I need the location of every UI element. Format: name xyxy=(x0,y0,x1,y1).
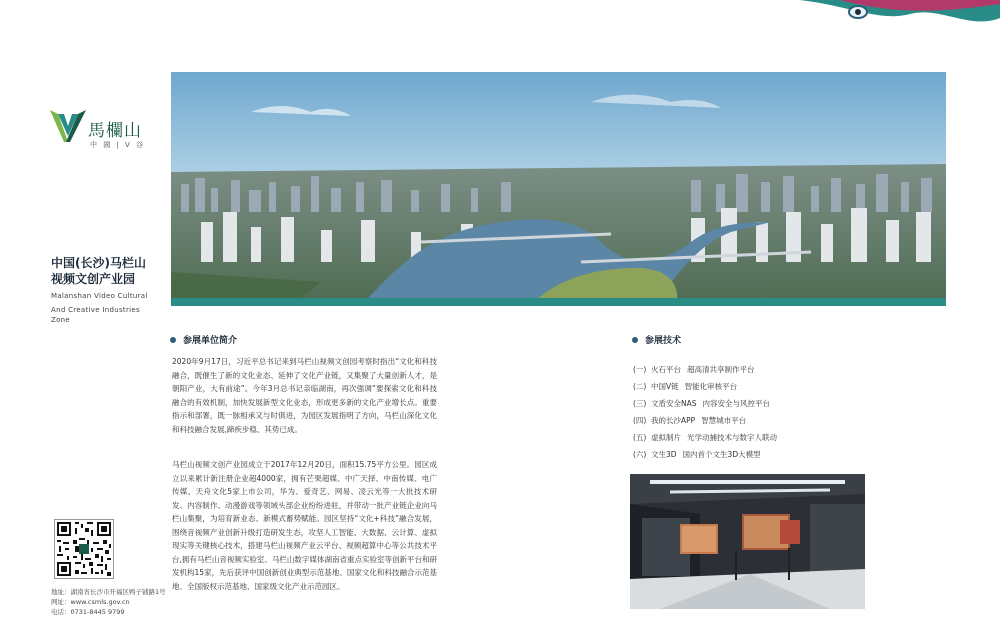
tech-list xyxy=(633,361,777,463)
list-item: (一) 火石平台 超高清共享制作平台 xyxy=(633,365,755,374)
brand-logo xyxy=(48,106,158,154)
brand-subtitle: 中 國 | V 谷 xyxy=(90,141,146,149)
list-item: (六) 文生3D 国内首个文生3D大模型 xyxy=(633,450,761,459)
corner-decoration xyxy=(800,0,1000,30)
tech-heading xyxy=(632,333,681,346)
qr-code-icon xyxy=(54,519,114,579)
tech-heading-text: 参展技术 xyxy=(645,336,682,346)
zone-title xyxy=(51,255,161,325)
showroom-photo xyxy=(630,474,865,609)
v-logo-icon xyxy=(48,106,88,146)
contact-info xyxy=(51,587,166,617)
intro-paragraph-2: 马栏山视频文创产业园成立于2017年12月20日，面积15.75平方公里。园区成立以来累计新注册企业超4000家，拥有芒果超媒、中广天择、中南传媒、电广传媒、天舟文化5家上市公司，华为、爱奇艺、网易、凌云光等一大批技术研发、内容制作、动漫游戏等领域头部企业纷纷进驻，并带动一批产业链企业向马栏山集聚，为培育新业态、新模式蓄势赋能。园区坚持“文化+科技”融合发展，围绕音视频产业创新升级打造研发生态，攻坚人工智能、大数据、云计算、虚拟现实等关键核心技术，搭建马栏山视频产业云平台、视频超算中心等公共技术平台,拥有马栏山音视频实验室、马栏山数字媒体湖南省重点实验室等创新平台和研发机构15家，先后获评中国创新创业典型示范基地、国家文化和科技融合示范基地、全国版权示范基地、国家级文化产业示范园区。 xyxy=(172,460,437,591)
bullet-dot-icon xyxy=(632,337,638,343)
bullet-dot-icon xyxy=(170,337,176,343)
zone-title-line1: 中国(长沙)马栏山 xyxy=(51,256,146,270)
list-item: (四) 我的长沙APP 智慧城市平台 xyxy=(633,416,747,425)
list-item: (五) 虚拟制片 光学动捕技术与数字人联动 xyxy=(633,433,777,442)
brand-name: 馬欄山 xyxy=(88,121,142,141)
zone-english-line1: Malanshan Video Cultural xyxy=(51,292,148,300)
contact-website[interactable]: 网址：www.csmls.gov.cn xyxy=(51,598,130,606)
intro-heading-text: 参展单位简介 xyxy=(183,336,238,346)
city-panorama-image xyxy=(171,72,946,306)
contact-phone: 电话：0731-8445 9799 xyxy=(51,608,125,616)
intro-paragraph-1: 2020年9月17日，习近平总书记来到马栏山视频文创园考察时指出“文化和科技融合，既催生了新的文化业态、延伸了文化产业链，又集聚了大量创新人才，是朝阳产业，大有前途”。今年3月总书记亲临湖南，再次强调“要探索文化和科技融合的有效机制，加快发展新型文化业态，形成更多新的文化产业增长点。重要指示和部署，既一脉相承又与时俱进，为园区发展指明了方向，马栏山深化文化和科技融合发展,蹄疾步稳、其势已成。 xyxy=(172,357,437,434)
zone-title-line2: 视频文创产业园 xyxy=(51,272,136,286)
list-item: (二) 中国V链 智能化审核平台 xyxy=(633,382,738,391)
intro-heading xyxy=(170,333,237,346)
list-item: (三) 文盾安全NAS 内容安全与风控平台 xyxy=(633,399,771,408)
zone-english-line2: And Creative Industries Zone xyxy=(51,306,140,324)
contact-address: 地址：湖南省长沙市开福区鸭子铺路1号 xyxy=(51,588,166,596)
